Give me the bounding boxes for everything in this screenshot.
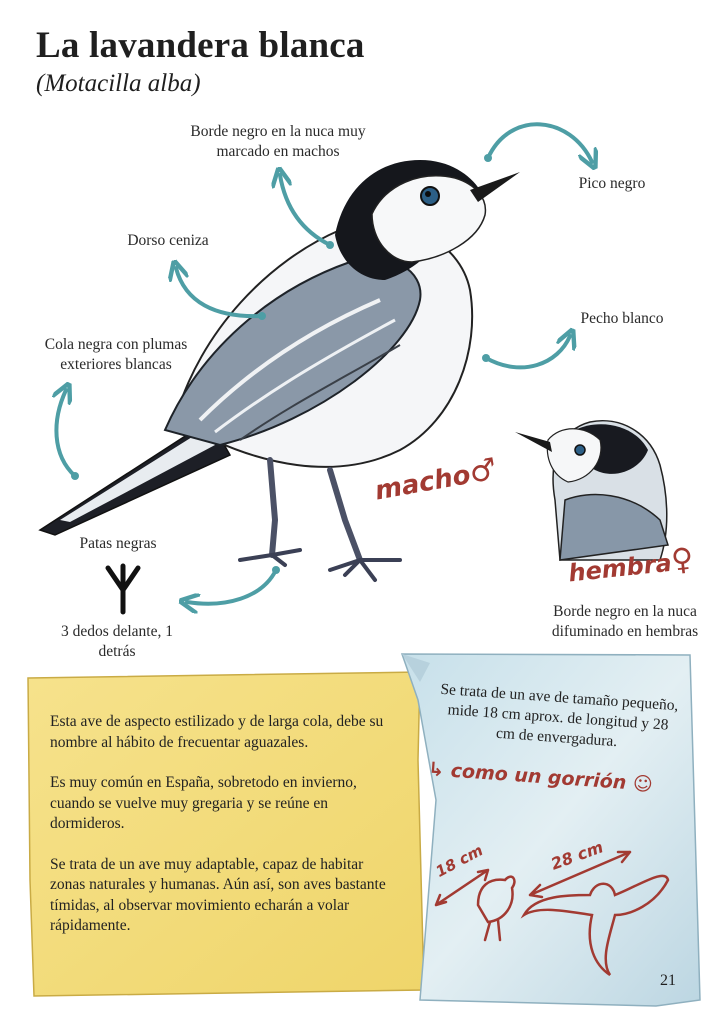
label-pico: Pico negro (578, 175, 646, 192)
label-dorso: Dorso ceniza (127, 232, 209, 249)
blue-note: Se trata de un ave de tamaño pequeño, mide 18 cm aprox. de longitud y 28 cm de envergadura. (439, 680, 679, 751)
tail-white-feathers (60, 432, 215, 522)
label-pecho: Pecho blanco (580, 310, 664, 327)
sparrow-comparison: ↳ como un gorrión ☺ (427, 758, 654, 796)
yellow-note (50, 712, 392, 957)
yellow-paragraph-2: Es muy común en España, sobretodo en invierno, cuando se vuelve muy gregaria y se reúne en dormideros. (50, 774, 357, 832)
label-nuca: Borde negro en la nuca muy marcado en machos (190, 123, 366, 160)
page-number: 21 (660, 972, 676, 989)
bird-legs (270, 460, 360, 560)
male-word: macho (372, 460, 473, 507)
female-word: hembra (567, 548, 673, 588)
footprint-icon (108, 566, 138, 612)
yellow-paragraph-1: Esta ave de aspecto estilizado y de larga cola, debe su nombre al hábito de frecuentar aguazales. (50, 713, 384, 751)
page-title: La lavandera blanca (36, 25, 365, 66)
label-hembra-nuca: Borde negro en la nuca difuminado en hembras (551, 603, 699, 640)
size-length-label: 18 cm (432, 841, 486, 881)
scientific-name: (Motacilla alba) (36, 70, 201, 97)
yellow-paragraph-3: Se trata de un ave muy adaptable, capaz de habitar zonas naturales y humanas. Aún así, son aves bastante tímidas, al observar movimiento echarán a volar rápidamente. (50, 855, 386, 934)
male-symbol: ♂ (466, 451, 500, 491)
female-symbol: ♀ (669, 541, 696, 579)
label-dedos: 3 dedos delante, 1 detrás (61, 623, 173, 660)
label-patas: Patas negras (79, 535, 157, 552)
size-wingspan-label: 28 cm (548, 837, 606, 874)
label-cola: Cola negra con plumas exteriores blancas (44, 336, 188, 373)
arrow-glyph: ↳ (427, 758, 452, 782)
female-wagtail-drawing (515, 421, 668, 560)
